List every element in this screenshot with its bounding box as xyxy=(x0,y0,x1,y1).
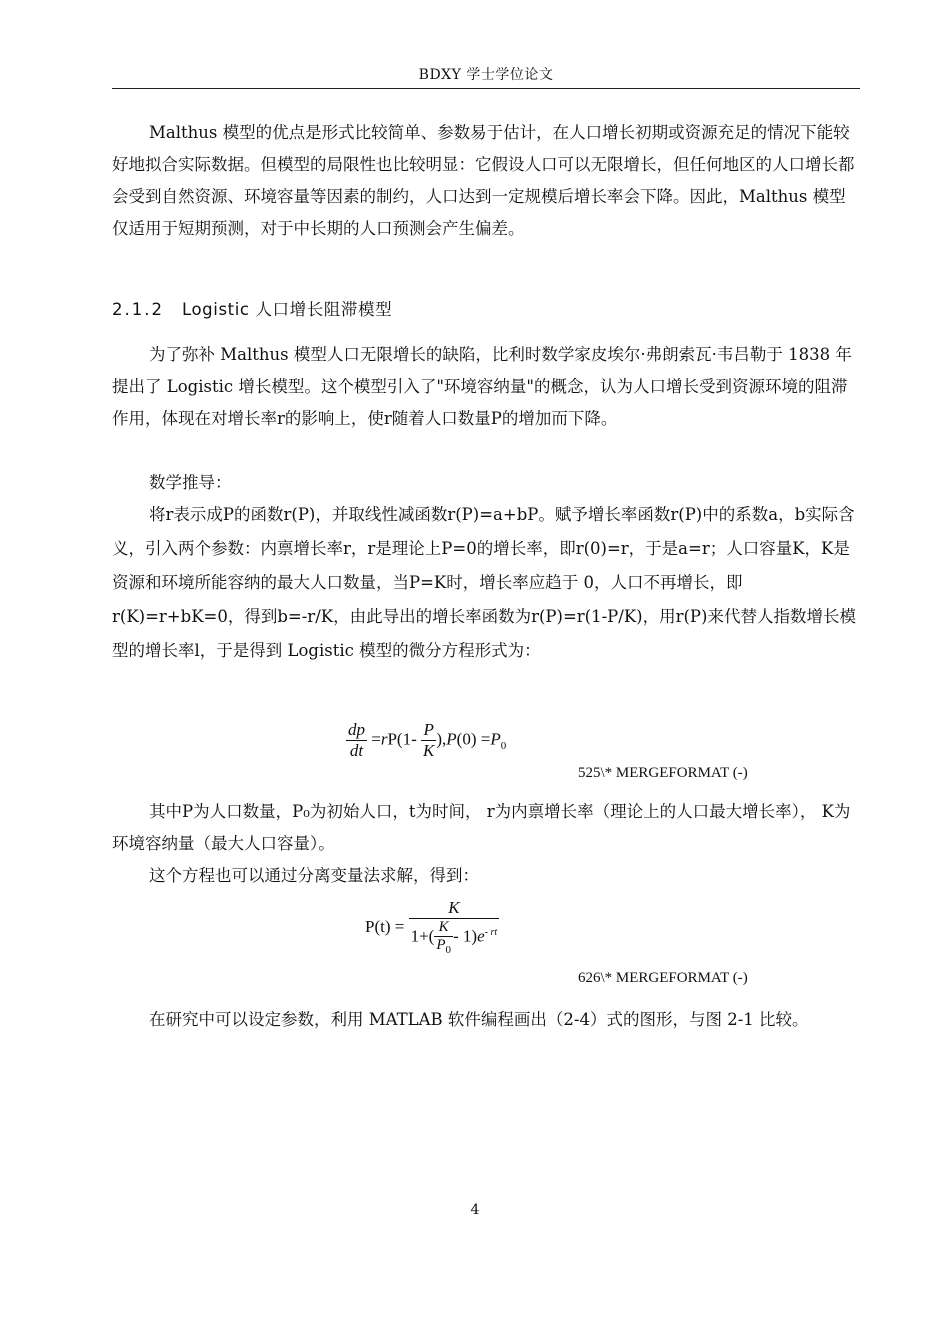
paragraph-derivation-label: 数学推导： xyxy=(149,473,232,492)
equation-1-label: 525\* MERGEFORMAT (-) xyxy=(578,765,748,781)
page-number: 4 xyxy=(470,1202,480,1218)
fraction-dp-dt: $\frac{dp}{dt}$ xyxy=(348,720,365,760)
fraction-solution: K 1+( $\frac{K}{P_0}$ - $1)e^{- rt}$ xyxy=(410,898,498,956)
equation-logistic-solution: P(t) = K 1+( $\frac{K}{P_0}$ - $1)e^{- rt}$ xyxy=(365,898,498,956)
paragraph-malthus-summary: Malthus 模型的优点是形式比较简单、参数易于估计，在人口增长初期或资源充足的情况下能较好地拟合实际数据。但模型的局限性也比较明显：它假设人口可以无限增长，但任何地区的人口增长都会受到自然资源、环境容量等因素的制约，人口达到一定规模后增长率会下降。因此，Malthus 模型仅适用于短期预测，对于中长期的人口预测会产生偏差。 xyxy=(112,123,855,238)
header-rule xyxy=(112,88,860,89)
paragraph-derivation: 将r表示成P的函数r(P)，并取线性减函数r(P)=a+bP。赋予增长率函数r(P)中的系数a，b实际含义，引入两个参数：内禀增长率r，r是理论上P=0的增长率，即r(0)=r，于是a=r；人口容量K，K是资源和环境所能容纳的最大人口数量，当P=K时，增长率应趋于 0，人口不再增长，即r(K)=r+bK=0，得到b=-r/K，由此导出的增长率函数为r(P)=r(1-P/K)，用r(P)来代替人指数增长模型的增长率l，于是得到 Logistic 模型的微分方程形式为： xyxy=(112,505,856,660)
fraction-p-k: $\frac{P}{K}$ xyxy=(423,720,435,760)
section-heading xyxy=(112,296,392,320)
paragraph-matlab: 在研究中可以设定参数，利用 MATLAB 软件编程画出（2-4）式的图形，与图 2-1 比较。 xyxy=(149,1010,809,1029)
equation-logistic-ode: $\frac{dp}{dt}$ =rP(1- $\frac{P}{K}$ )$,P(0) =P_0$ xyxy=(348,720,507,760)
equation-2-label: 626\* MERGEFORMAT (-) xyxy=(578,970,748,986)
running-header: BDXY 学士学位论文 xyxy=(418,67,554,83)
paragraph-separation-intro: 这个方程也可以通过分离变量法求解，得到： xyxy=(149,866,479,885)
paragraph-variable-definitions: 其中P为人口数量，P₀为初始人口，t为时间， r为内禀增长率（理论上的人口最大增长率）， K为环境容纳量（最大人口容量）。 xyxy=(112,802,851,853)
section-title: Logistic 人口增长阻滞模型 xyxy=(181,300,393,319)
section-number: 2.1.2 xyxy=(112,300,164,319)
paragraph-logistic-intro: 为了弥补 Malthus 模型人口无限增长的缺陷，比利时数学家皮埃尔·弗朗索瓦·韦吕勒于 1838 年提出了 Logistic 增长模型。这个模型引入了"环境容纳量"的概念，认为人口增长受到资源环境的阻滞作用，体现在对增长率r的影响上，使r随着人口数量P的增加而下降。 xyxy=(112,345,852,428)
